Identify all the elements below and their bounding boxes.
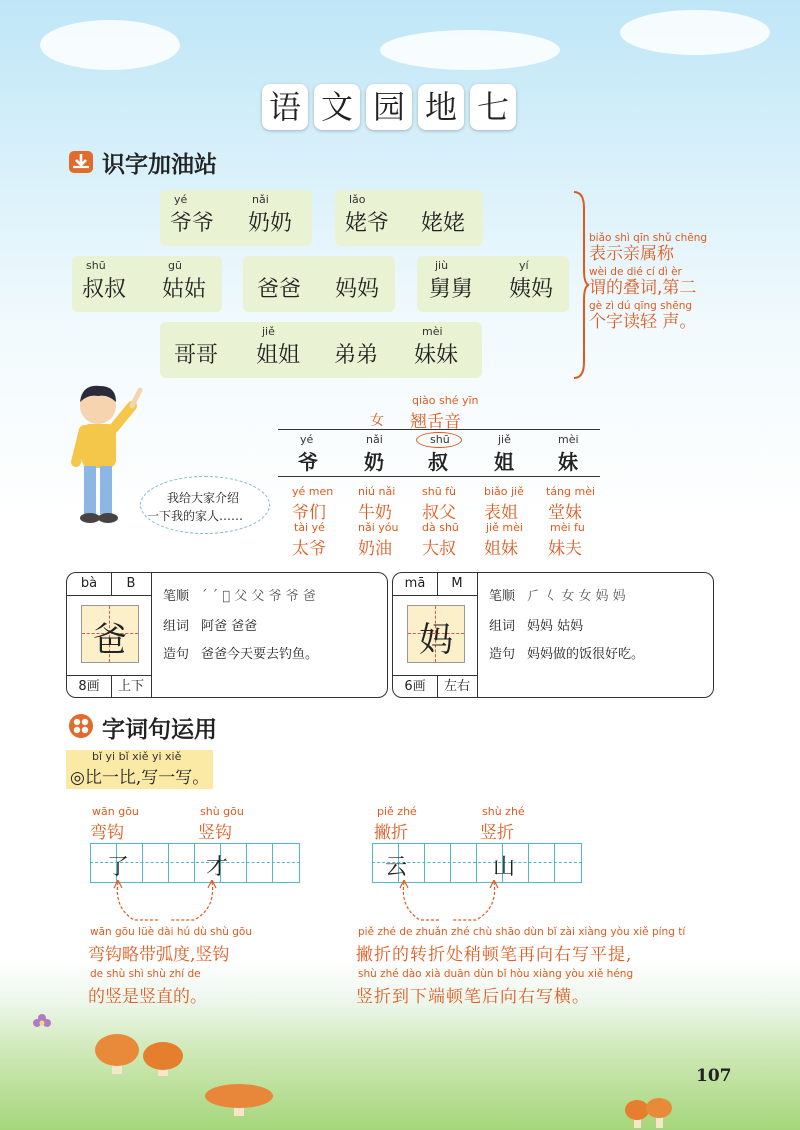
pinyin: shū	[86, 259, 106, 272]
stroke-name: 撇折	[374, 823, 408, 843]
exercise-text: ◎比一比,写一写。	[70, 768, 210, 788]
desc-text: 的竖是竖直的。	[88, 987, 207, 1007]
pinyin: yé men	[292, 485, 334, 498]
mushroom-illustration	[620, 1096, 680, 1130]
title-char: 文	[314, 84, 360, 130]
sentence: 爸爸今天要去钓鱼。	[201, 647, 319, 662]
pointer-arrows-left	[100, 880, 230, 930]
char-card-ma	[392, 572, 714, 698]
kin-word: 舅舅	[429, 277, 474, 302]
sentence-label: 造句	[163, 647, 190, 662]
kin-word: 爸爸	[257, 277, 302, 302]
pointer-arrows-right	[382, 880, 512, 930]
pinyin: shù zhé	[482, 805, 525, 818]
card-strokes: 8画	[67, 675, 112, 698]
tian-grid	[81, 605, 139, 663]
pinyin: wān gōu	[92, 805, 139, 818]
kin-word: 姥姥	[421, 211, 466, 236]
kin-word: 妈妈	[335, 277, 380, 302]
table-word: 奶油	[358, 539, 392, 559]
sentence: 妈妈做的饭很好吃。	[527, 647, 645, 662]
pinyin: jiě mèi	[486, 521, 523, 534]
kin-box-2	[335, 190, 483, 246]
title-char: 语	[262, 84, 308, 130]
pinyin: biǎo jiě	[484, 485, 524, 498]
kin-word: 姨妈	[509, 277, 554, 302]
kin-word: 姐姐	[256, 343, 301, 368]
stroke-name: 弯钩	[90, 823, 124, 843]
words-label: 组词	[163, 619, 190, 634]
kin-word: 姥爷	[345, 211, 390, 236]
radical-label: 女	[370, 413, 384, 429]
exercise-heading	[66, 750, 213, 789]
note-pinyin: biǎo shì qīn shǔ chēng	[589, 232, 708, 244]
pinyin: shū fù	[422, 485, 457, 498]
pinyin: nǎi	[252, 193, 269, 206]
kin-note	[589, 232, 707, 332]
card-char: 爸	[93, 620, 127, 660]
title-char: 地	[418, 84, 464, 130]
grid-char: 了	[107, 855, 130, 880]
pinyin: piě zhé	[377, 805, 417, 818]
table-word: 爷们	[292, 503, 326, 523]
pinyin: shū	[430, 433, 450, 446]
desc-text: 竖折到下端顿笔后向右写横。	[356, 987, 590, 1007]
table-word: 表姐	[484, 503, 518, 523]
card-structure: 左右	[437, 675, 477, 698]
pinyin: yé	[300, 433, 314, 446]
pinyin: gū	[168, 259, 182, 272]
pinyin: wān gōu lüè dài hú dù shù gōu	[90, 926, 252, 938]
card-char: 妈	[419, 620, 453, 660]
card-pinyin: bà	[67, 573, 112, 596]
kin-box-5	[417, 256, 569, 312]
mushroom-illustration	[200, 1078, 280, 1118]
kin-word: 姑姑	[162, 277, 207, 302]
mushroom-illustration	[90, 1020, 200, 1080]
grid-char: 山	[493, 855, 516, 880]
tian-grid	[407, 605, 465, 663]
pinyin: de shù shì shù zhí de	[90, 968, 201, 980]
title-char: 园	[366, 84, 412, 130]
card-letter: M	[437, 573, 477, 596]
table-word: 堂妹	[548, 503, 582, 523]
pinyin: dà shū	[422, 521, 459, 534]
kin-word: 弟弟	[334, 343, 379, 368]
pinyin: táng mèi	[546, 485, 596, 498]
pinyin: tài yé	[294, 521, 325, 534]
download-badge-icon	[68, 148, 94, 174]
title-char: 七	[470, 84, 516, 130]
char-table	[278, 392, 600, 562]
table-char: 奶	[364, 450, 384, 474]
pinyin: niú nǎi	[358, 485, 396, 498]
table-word: 妹夫	[548, 539, 582, 559]
pinyin: nǎi	[366, 433, 383, 446]
card-letter: B	[111, 573, 151, 596]
pinyin: jiù	[435, 259, 449, 272]
table-char: 姐	[494, 450, 514, 474]
card-strokes: 6画	[393, 675, 438, 698]
table-word: 牛奶	[358, 503, 392, 523]
pinyin: shù zhé dào xià duān dùn bǐ hòu xiàng yòu xiě héng	[358, 968, 634, 980]
words: 阿爸 爸爸	[201, 619, 258, 634]
speech-text: 我给大家介绍	[167, 491, 240, 505]
divider	[278, 429, 600, 430]
section-title-usage: 字词句运用	[102, 717, 217, 743]
note-pinyin: wèi de dié cí dì èr	[589, 266, 682, 278]
table-char: 妹	[558, 450, 578, 474]
sentence-label: 造句	[489, 647, 516, 662]
pinyin: nǎi yóu	[358, 521, 399, 534]
pinyin: qiào shé yīn	[412, 394, 479, 407]
words: 妈妈 姑妈	[527, 619, 584, 634]
speech-text: 一下我的家人……	[147, 509, 244, 523]
pinyin: jiě	[262, 325, 275, 338]
pinyin: lǎo	[349, 193, 366, 206]
grid-char: 才	[206, 855, 229, 880]
pinyin: mèi	[422, 325, 443, 338]
words-label: 组词	[489, 619, 516, 634]
grid-char: 云	[385, 855, 408, 880]
note-pinyin: gè zì dú qīng shēng	[589, 300, 693, 312]
kin-box-1	[160, 190, 312, 246]
brace	[570, 190, 590, 380]
table-char: 叔	[428, 450, 448, 474]
kin-word: 奶奶	[248, 211, 293, 236]
note-line: 谓的叠词,第二	[589, 278, 697, 298]
pinyin: mèi	[558, 433, 579, 446]
pinyin: shù gōu	[200, 805, 244, 818]
pinyin: yé	[174, 193, 188, 206]
kin-word: 爷爷	[170, 211, 215, 236]
cloud	[620, 10, 770, 55]
card-pinyin: mā	[393, 573, 438, 596]
order-label: 笔顺	[489, 589, 516, 604]
desc-text: 撇折的转折处稍顿笔再向右写平提,	[356, 945, 633, 965]
cloud	[380, 30, 560, 70]
table-word: 大叔	[422, 539, 456, 559]
table-word: 姐妹	[484, 539, 518, 559]
flower-icon	[32, 1012, 52, 1032]
page-number: 107	[696, 1066, 732, 1086]
speech-bubble	[140, 476, 270, 534]
cloud	[40, 20, 180, 70]
note-line: 个字读轻 声。	[589, 312, 697, 332]
kin-box-6	[160, 322, 482, 378]
flower-badge-icon	[68, 713, 94, 739]
table-word: 叔父	[422, 503, 456, 523]
stroke-order: ´ ˊ ゙ 父 父 爷 爷 爸	[201, 589, 316, 604]
table-char: 爷	[298, 450, 318, 474]
kin-box-3	[72, 256, 222, 312]
section-title-literacy: 识字加油站	[102, 152, 217, 178]
stroke-name: 竖钩	[198, 823, 232, 843]
pinyin: piě zhé de zhuǎn zhé chù shāo dùn bǐ zài xiàng yòu xiě píng tí	[358, 926, 686, 938]
kin-word: 妹妹	[414, 343, 459, 368]
table-word: 太爷	[292, 539, 326, 559]
order-label: 笔顺	[163, 589, 190, 604]
pinyin: mèi fu	[550, 521, 585, 534]
stroke-name: 竖折	[480, 823, 514, 843]
note-line: 表示亲属称	[589, 244, 674, 264]
kin-word: 哥哥	[174, 343, 219, 368]
char-card-ba	[66, 572, 388, 698]
retroflex-label: 翘舌音	[410, 412, 461, 432]
desc-text: 弯钩略带弧度,竖钩	[88, 945, 230, 965]
pinyin: bǐ yi bǐ xiě yi xiě	[92, 750, 182, 763]
kin-box-4	[243, 256, 395, 312]
pinyin: yí	[519, 259, 529, 272]
stroke-order: ⺁ 𡿨 女 女 妈 妈	[527, 589, 626, 604]
divider	[278, 476, 600, 477]
kin-word: 叔叔	[82, 277, 127, 302]
card-structure: 上下	[111, 675, 151, 698]
pinyin: jiě	[498, 433, 511, 446]
